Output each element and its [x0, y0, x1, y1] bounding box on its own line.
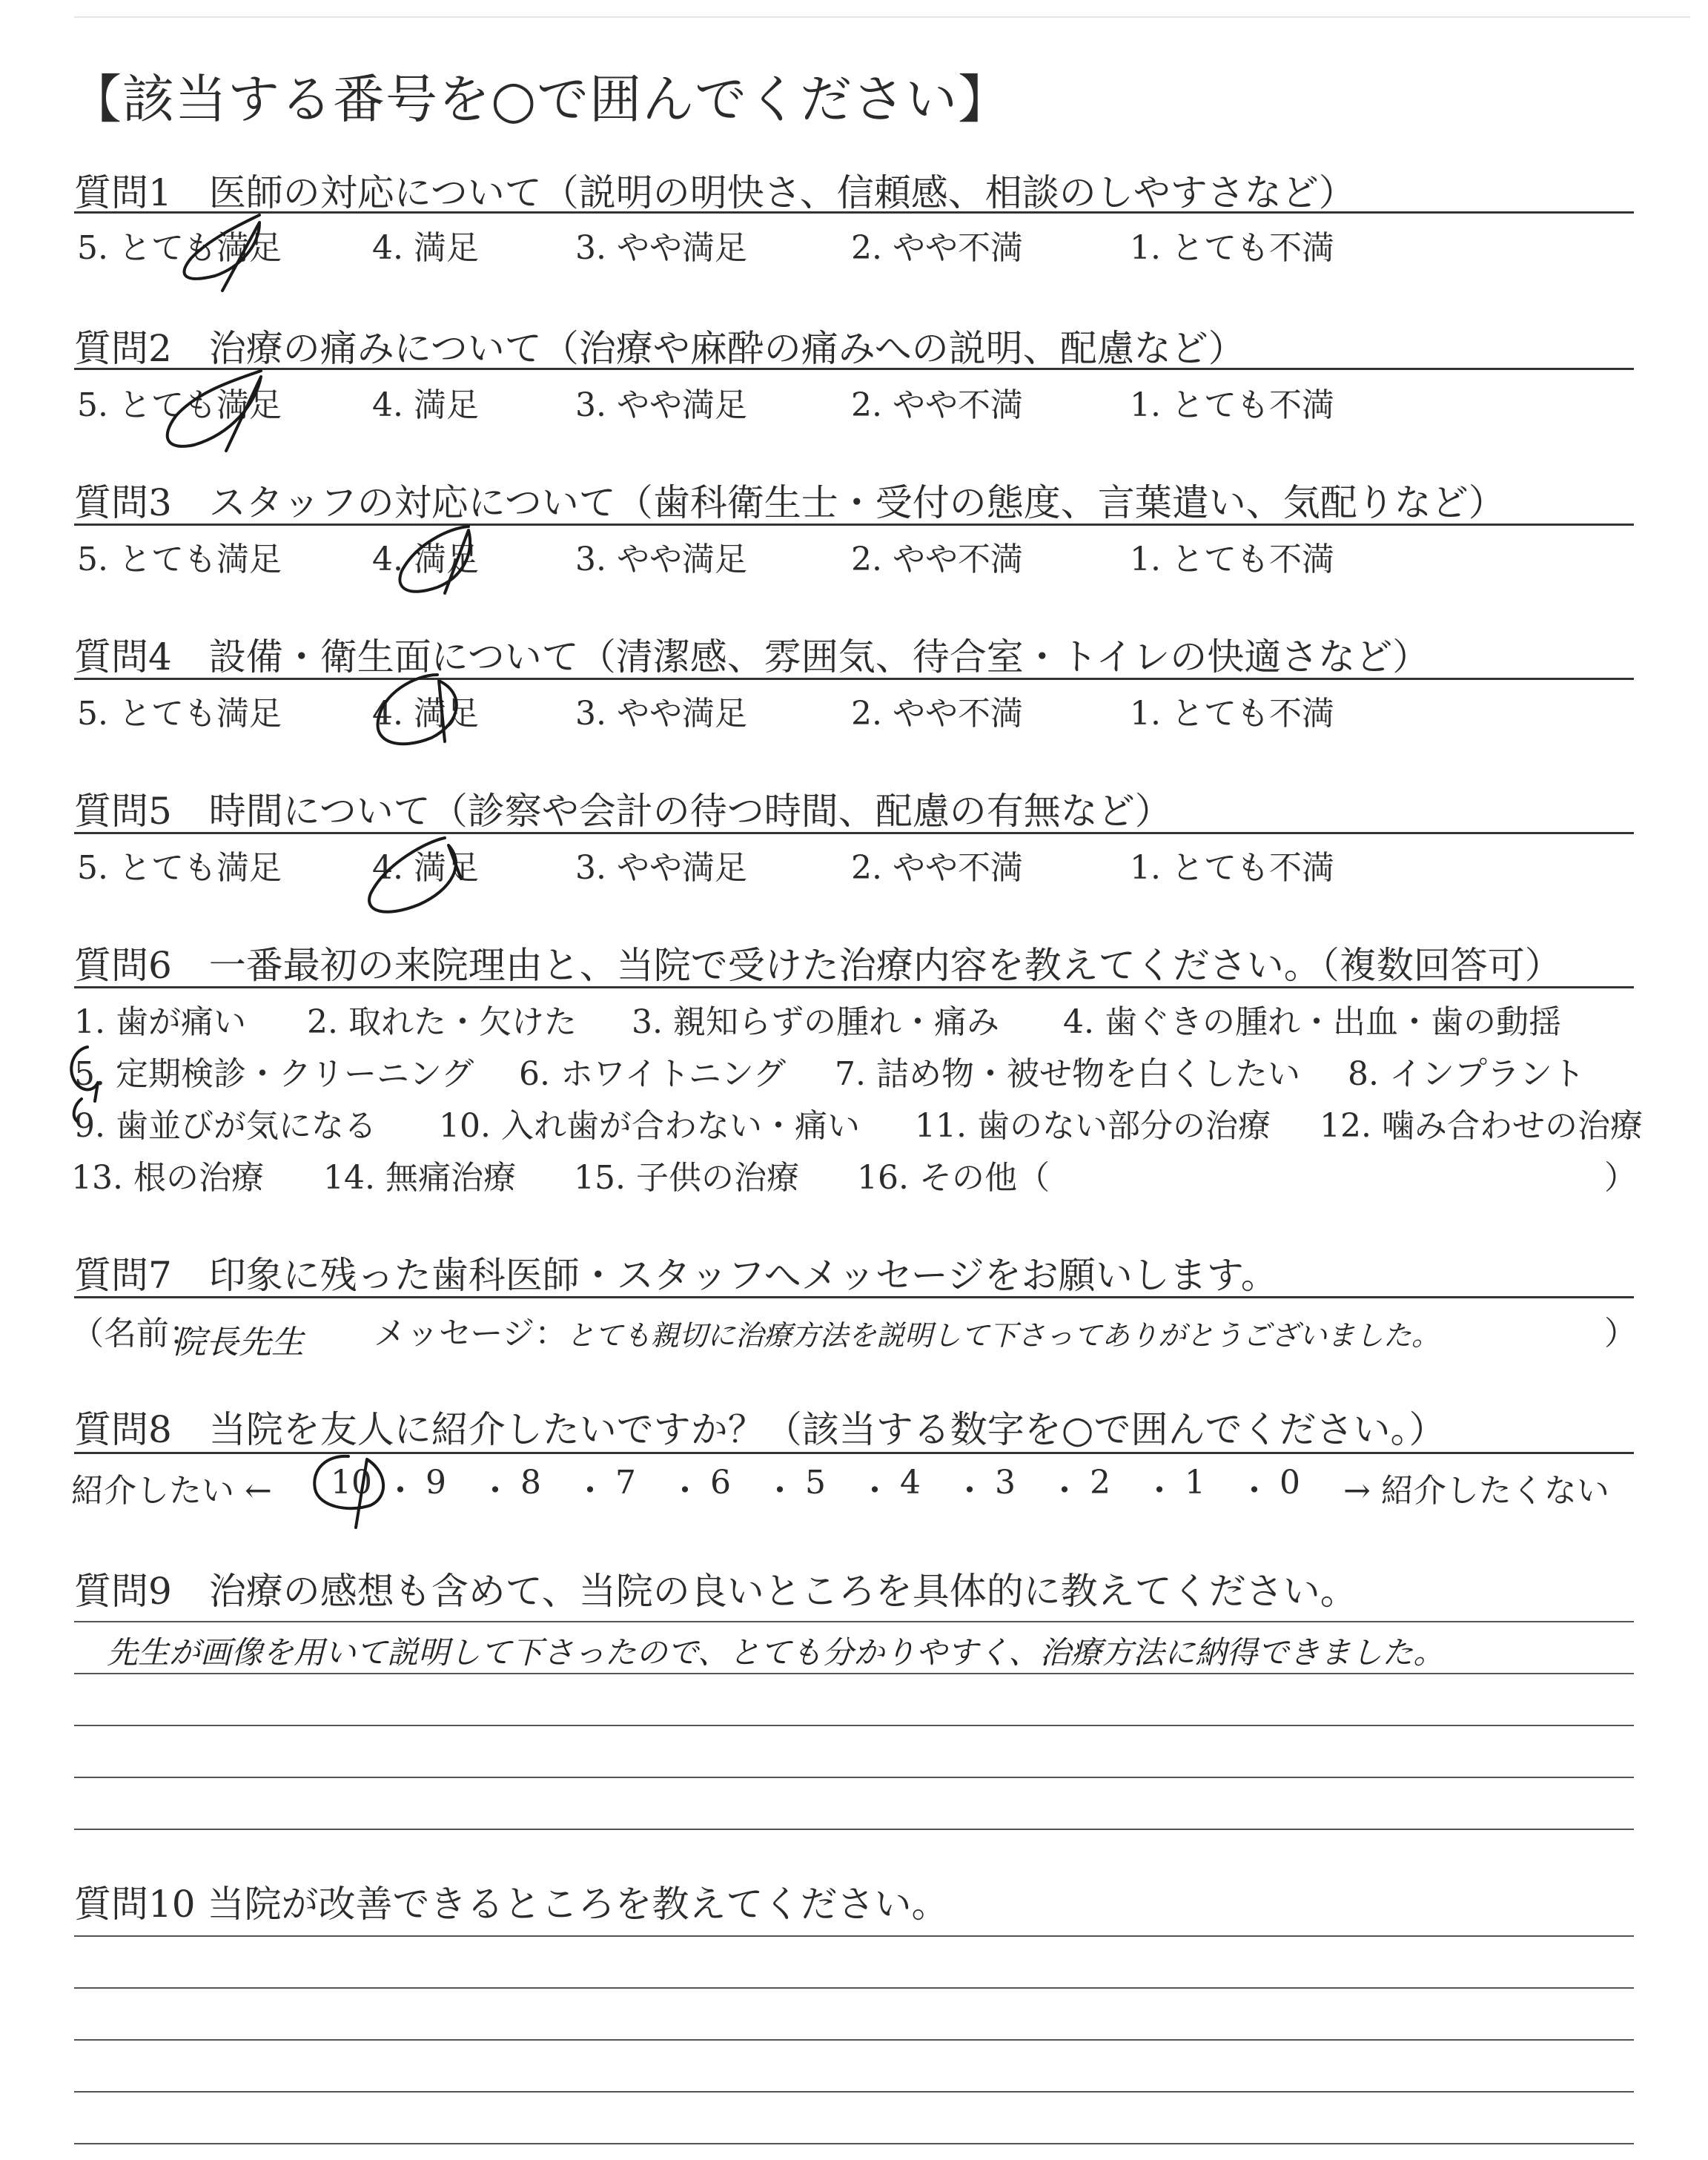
q9-answer[interactable]: 先生が画像を用いて説明して下さったので、とても分かりやすく、治療方法に納得できました。 — [107, 1634, 1445, 1671]
q8-scale-8[interactable]: 8 — [520, 1464, 541, 1502]
q8-scale-3[interactable]: 3 — [995, 1464, 1016, 1502]
q10-line-4 — [74, 2091, 1634, 2093]
q6-option-11[interactable]: 11. 歯のない部分の治療 — [915, 1107, 1271, 1145]
q4-option-5[interactable]: 5. とても満足 — [77, 695, 282, 733]
q1-label: 質問1 医師の対応について（説明の明快さ、信頼感、相談のしやすさなど） — [74, 171, 1356, 214]
q8-scale-7[interactable]: 7 — [615, 1464, 636, 1502]
q8-scale-separator: ・ — [1048, 1472, 1081, 1510]
q1-option-4[interactable]: 4. 満足 — [372, 229, 479, 267]
q2-option-2[interactable]: 2. やや不満 — [851, 386, 1023, 424]
q8-scale-separator: ・ — [669, 1472, 701, 1510]
q6-rule — [74, 986, 1634, 988]
q3-option-1[interactable]: 1. とても不満 — [1130, 541, 1334, 578]
q3-option-5[interactable]: 5. とても満足 — [77, 541, 282, 578]
q3-option-3[interactable]: 3. やや満足 — [575, 541, 747, 578]
q2-rule — [74, 368, 1634, 370]
q8-scale-separator: ・ — [1238, 1472, 1271, 1510]
q6-option-10[interactable]: 10. 入れ歯が合わない・痛い — [439, 1107, 860, 1145]
q5-option-3[interactable]: 3. やや満足 — [575, 849, 747, 887]
q5-option-2[interactable]: 2. やや不満 — [851, 849, 1023, 887]
q7-label: 質問7 印象に残った歯科医師・スタッフへメッセージをお願いします。 — [74, 1254, 1278, 1297]
q8-scale-4[interactable]: 4 — [900, 1464, 921, 1502]
q8-scale-separator: ・ — [858, 1472, 891, 1510]
q4-option-3[interactable]: 3. やや満足 — [575, 695, 747, 733]
q4-option-1[interactable]: 1. とても不満 — [1130, 695, 1334, 733]
q8-scale-6[interactable]: 6 — [710, 1464, 731, 1502]
q8-label: 質問8 当院を友人に紹介したいですか？（該当する数字を○で囲んでください。） — [74, 1408, 1446, 1451]
q9-line-1 — [74, 1621, 1634, 1622]
q6-option-12[interactable]: 12. 噛み合わせの治療 — [1320, 1107, 1643, 1145]
q3-option-2[interactable]: 2. やや不満 — [851, 541, 1023, 578]
q6-option-9[interactable]: 9. 歯並びが気になる — [74, 1107, 377, 1145]
q2-option-5[interactable]: 5. とても満足 — [77, 386, 282, 424]
q5-option-4[interactable]: 4. 満足 — [372, 849, 479, 887]
q8-scale-separator: ・ — [384, 1472, 417, 1510]
q10-label: 質問10 当院が改善できるところを教えてください。 — [74, 1883, 949, 1926]
q7-close-paren: ） — [1604, 1315, 1637, 1353]
q7-rule — [74, 1296, 1634, 1298]
q10-line-2 — [74, 1987, 1634, 1989]
q8-scale-separator: ・ — [953, 1472, 986, 1510]
q6-option-6[interactable]: 6. ホワイトニング — [519, 1055, 787, 1093]
q7-message-label: メッセージ： — [374, 1315, 568, 1353]
q8-rule — [74, 1452, 1634, 1454]
q10-line-3 — [74, 2039, 1634, 2041]
q9-label: 質問9 治療の感想も含めて、当院の良いところを具体的に教えてください。 — [74, 1570, 1357, 1613]
q3-label: 質問3 スタッフの対応について（歯科衛生士・受付の態度、言葉遣い、気配りなど） — [74, 481, 1506, 524]
q6-option-13[interactable]: 13. 根の治療 — [71, 1159, 264, 1197]
q6-option-14[interactable]: 14. 無痛治療 — [323, 1159, 516, 1197]
q7-message-value[interactable]: とても親切に治療方法を説明して下さってありがとうございました。 — [566, 1319, 1440, 1352]
q6-option-4[interactable]: 4. 歯ぐきの腫れ・出血・歯の動揺 — [1063, 1003, 1561, 1041]
q4-label: 質問4 設備・衛生面について（清潔感、雰囲気、待合室・トイレの快適さなど） — [74, 635, 1430, 678]
q1-rule — [74, 211, 1634, 214]
q1-option-2[interactable]: 2. やや不満 — [851, 229, 1023, 267]
top-edge-line — [74, 16, 1690, 18]
q6-option-15[interactable]: 15. 子供の治療 — [574, 1159, 799, 1197]
q8-scale-separator: ・ — [764, 1472, 796, 1510]
q5-option-5[interactable]: 5. とても満足 — [77, 849, 282, 887]
q9-line-3 — [74, 1725, 1634, 1726]
q8-left-label: 紹介したい ← — [71, 1472, 272, 1510]
q6-close-paren: ） — [1604, 1159, 1637, 1197]
q7-name-value[interactable]: 院長先生 — [173, 1324, 304, 1361]
q9-line-2 — [74, 1673, 1634, 1674]
q4-option-4[interactable]: 4. 満足 — [372, 695, 479, 733]
q6-option-7[interactable]: 7. 詰め物・被せ物を白くしたい — [835, 1055, 1300, 1093]
q2-option-3[interactable]: 3. やや満足 — [575, 386, 747, 424]
q9-line-4 — [74, 1777, 1634, 1778]
q8-scale-2[interactable]: 2 — [1090, 1464, 1110, 1502]
q5-rule — [74, 832, 1634, 834]
q2-label: 質問2 治療の痛みについて（治療や麻酔の痛みへの説明、配慮など） — [74, 327, 1245, 370]
q10-line-5 — [74, 2143, 1634, 2144]
q5-option-1[interactable]: 1. とても不満 — [1130, 849, 1334, 887]
q9-line-5 — [74, 1829, 1634, 1830]
q8-scale-9[interactable]: 9 — [426, 1464, 446, 1502]
q6-option-2[interactable]: 2. 取れた・欠けた — [307, 1003, 577, 1041]
q7-name-label: （名前： — [71, 1315, 202, 1353]
q8-scale-1[interactable]: 1 — [1185, 1464, 1205, 1502]
q1-option-3[interactable]: 3. やや満足 — [575, 229, 747, 267]
q3-rule — [74, 524, 1634, 526]
q8-scale-separator: ・ — [479, 1472, 512, 1510]
q8-scale-5[interactable]: 5 — [805, 1464, 826, 1502]
q3-option-4[interactable]: 4. 満足 — [372, 541, 479, 578]
q6-option-1[interactable]: 1. 歯が痛い — [74, 1003, 246, 1041]
q8-scale-0[interactable]: 0 — [1280, 1464, 1300, 1502]
q5-label: 質問5 時間について（診察や会計の待つ時間、配慮の有無など） — [74, 790, 1172, 833]
q8-right-label: → 紹介したくない — [1343, 1472, 1609, 1510]
q6-option-8[interactable]: 8. インプラント — [1348, 1055, 1585, 1093]
q1-option-5[interactable]: 5. とても満足 — [77, 229, 282, 267]
q2-option-4[interactable]: 4. 満足 — [372, 386, 479, 424]
q4-option-2[interactable]: 2. やや不満 — [851, 695, 1023, 733]
q8-scale-10[interactable]: 10 — [331, 1464, 372, 1502]
q1-option-1[interactable]: 1. とても不満 — [1130, 229, 1334, 267]
q8-scale-separator: ・ — [1143, 1472, 1176, 1510]
q6-label: 質問6 一番最初の来院理由と、当院で受けた治療内容を教えてください。（複数回答可） — [74, 944, 1562, 987]
q4-rule — [74, 678, 1634, 680]
q6-option-5[interactable]: 5. 定期検診・クリーニング — [74, 1055, 474, 1093]
q2-option-1[interactable]: 1. とても不満 — [1130, 386, 1334, 424]
q6-option-16[interactable]: 16. その他（ — [857, 1159, 1050, 1197]
page-title: 【該当する番号を○で囲んでください】 — [70, 69, 1011, 130]
q8-scale-separator: ・ — [574, 1472, 606, 1510]
q10-line-1 — [74, 1935, 1634, 1937]
q6-option-3[interactable]: 3. 親知らずの腫れ・痛み — [632, 1003, 999, 1041]
